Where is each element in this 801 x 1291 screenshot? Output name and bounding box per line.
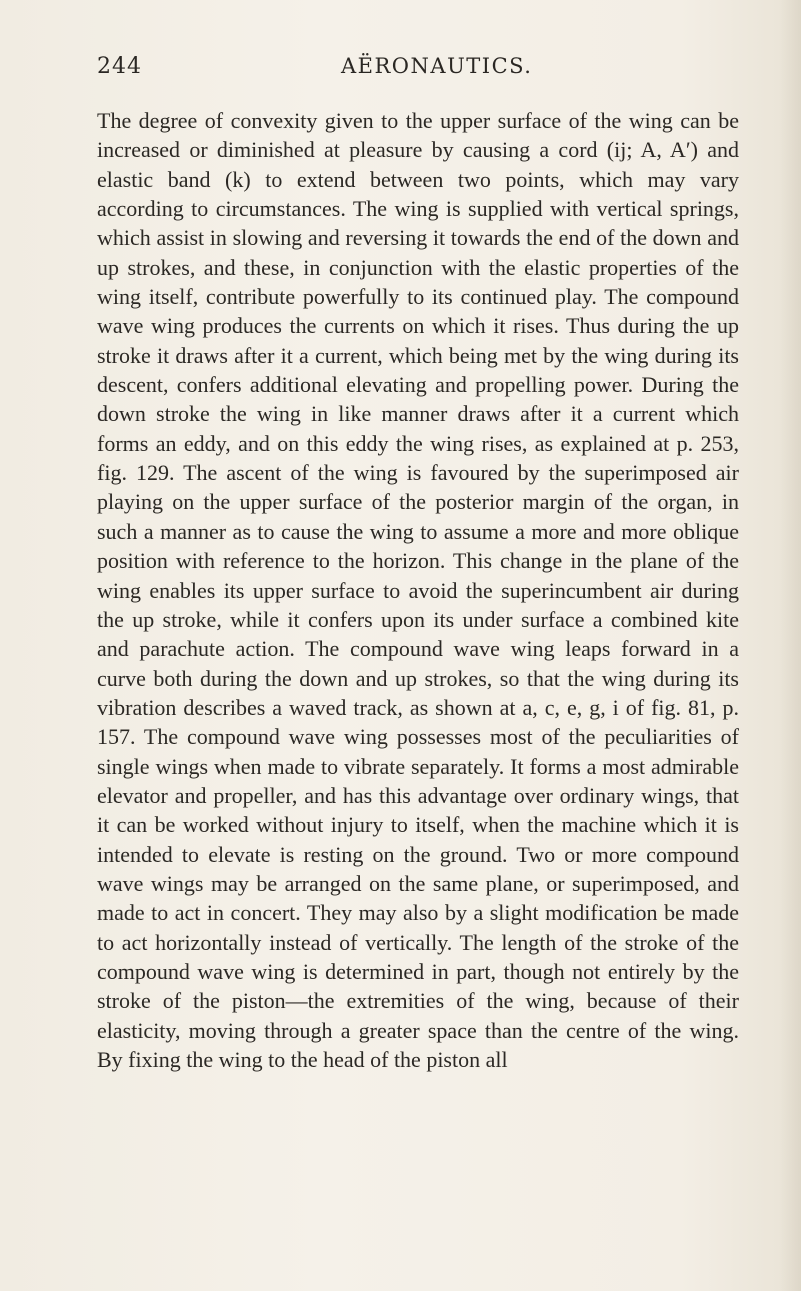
page-number: 244 (97, 54, 142, 79)
running-head (97, 54, 727, 88)
body-paragraph: The degree of convexity given to the upper surface of the wing can be increased or diminished at pleasure by causing a cord (ij; A, A′) and elastic band (k) to extend between two points, which may vary according to circumstances. The wing is supplied with vertical springs, which assist in slowing and reversing it towards the end of the down and up strokes, and these, in conjunction with the elastic properties of the wing itself, contribute powerfully to its continued play. The compound wave wing produces the currents on which it rises. Thus during the up stroke it draws after it a current, which being met by the wing during its descent, confers additional elevating and propelling power. During the down stroke the wing in like manner draws after it a current which forms an eddy, and on this eddy the wing rises, as explained at p. 253, fig. 129. The ascent of the wing is favoured by the superimposed air playing on the upper surface of the posterior margin of the organ, in such a manner as to cause the wing to assume a more and more oblique position with reference to the horizon. This change in the plane of the wing enables its upper surface to avoid the superincumbent air during the up stroke, while it confers upon its under surface a combined kite and parachute action. The compound wave wing leaps forward in a curve both during the down and up strokes, so that the wing during its vibration describes a waved track, as shown at a, c, e, g, i of fig. 81, p. 157. The compound wave wing possesses most of the peculiarities of single wings when made to vibrate separately. It forms a most admirable elevator and propeller, and has this advantage over ordinary wings, that it can be worked without injury to itself, when the machine which it is intended to elevate is resting on the ground. Two or more compound wave wings may be arranged on the same plane, or superimposed, and made to act in concert. They may also by a slight modification be made to act horizontally instead of vertically. The length of the stroke of the compound wave wing is determined in part, though not entirely by the stroke of the piston—the extremities of the wing, because of their elasticity, moving through a greater space than the centre of the wing. By fixing the wing to the head of the piston all (97, 108, 739, 1072)
running-title: AËRONAUTICS. (341, 54, 533, 78)
page-edge-shadow (779, 0, 801, 1291)
